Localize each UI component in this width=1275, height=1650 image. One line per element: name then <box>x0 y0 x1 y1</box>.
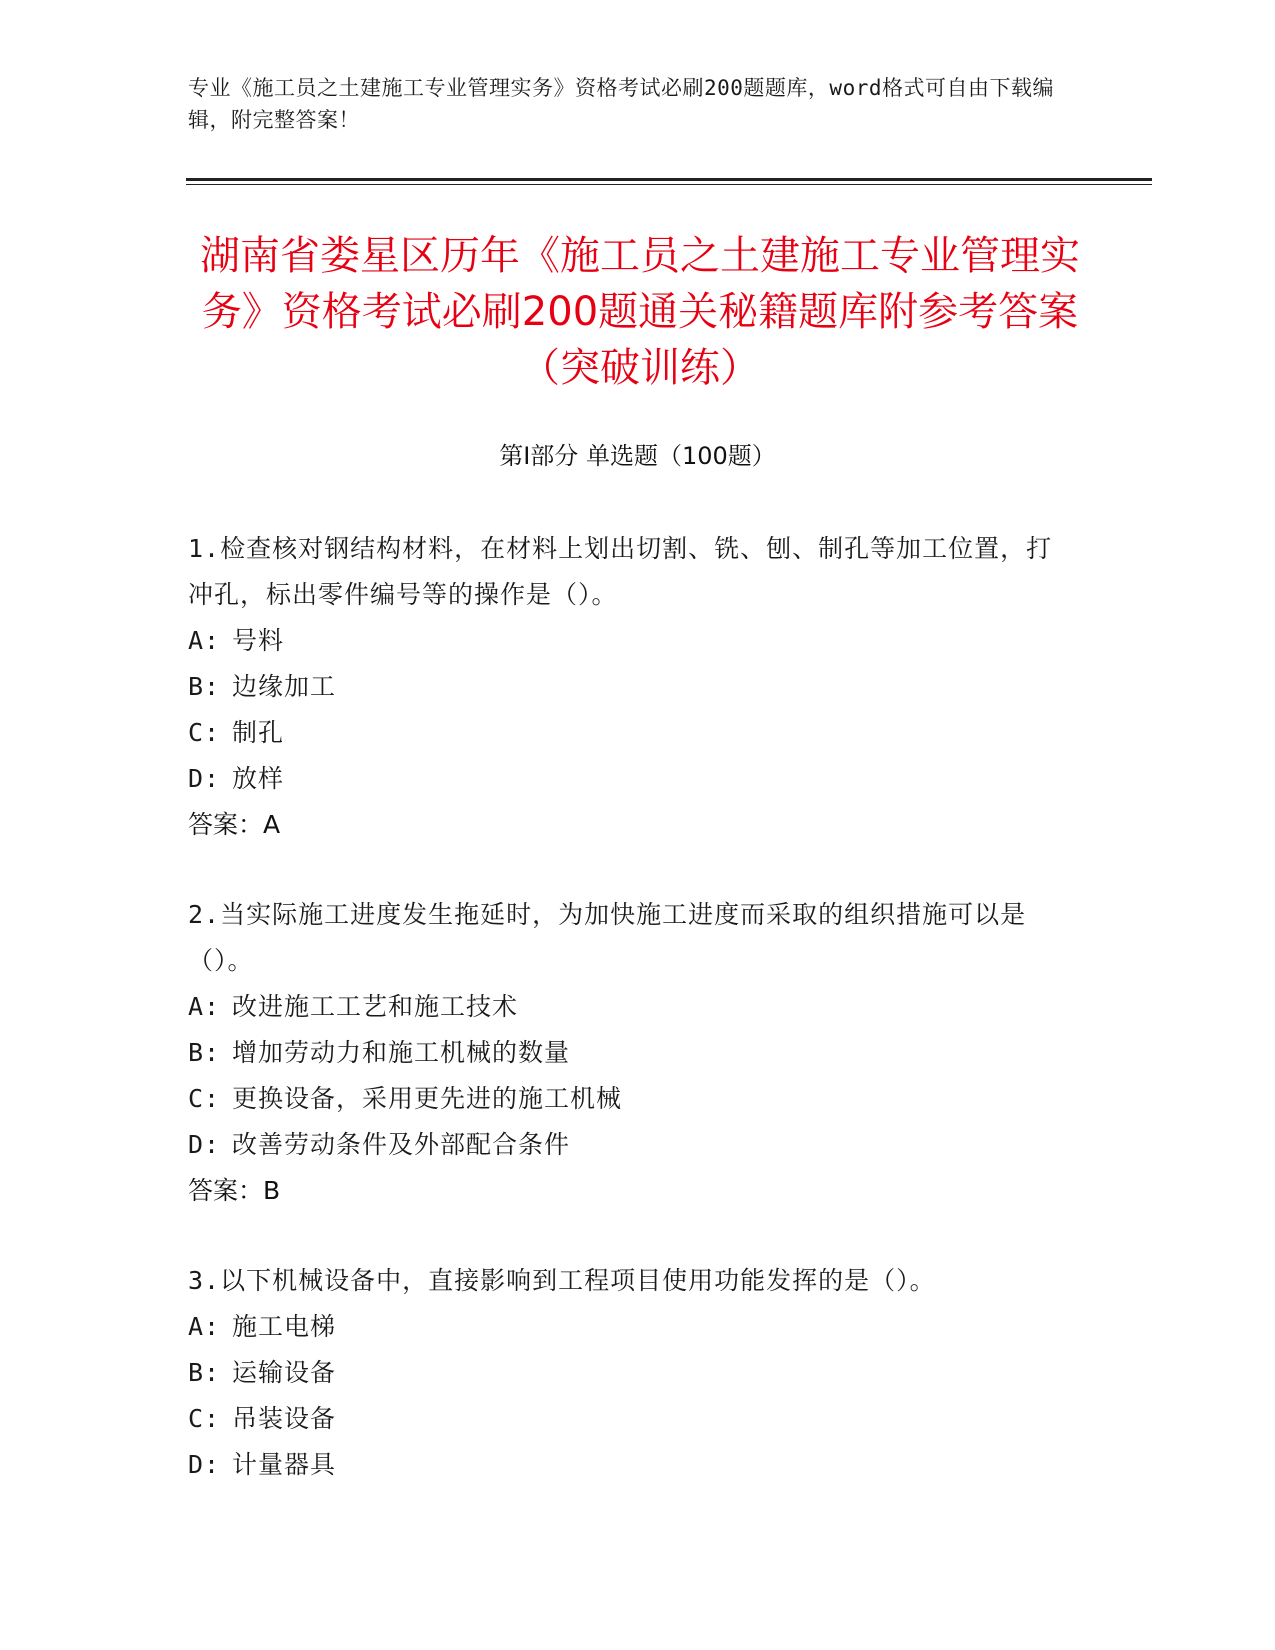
document-title: 湖南省娄星区历年《施工员之土建施工专业管理实务》资格考试必刷200题通关秘籍题库附参考答案（突破训练） <box>200 233 1080 391</box>
option-letter: D: <box>188 1450 221 1479</box>
header-note: 专业《施工员之土建施工专业管理实务》资格考试必刷200题题库，word格式可自由下载编辑，附完整答案！ <box>188 76 1054 132</box>
option-text: 改进施工工艺和施工技术 <box>232 992 519 1021</box>
question-item <box>188 526 1068 848</box>
option-text: 运输设备 <box>232 1358 337 1387</box>
option-b <box>188 1350 1068 1396</box>
option-b <box>188 664 1068 710</box>
option-letter: D: <box>188 1130 221 1159</box>
question-stem: 1.检查核对钢结构材料，在材料上划出切割、铣、刨、制孔等加工位置，打冲孔，标出零件编号等的操作是（）。 <box>188 534 1053 609</box>
option-letter: B: <box>188 1358 221 1387</box>
question-stem: 2.当实际施工进度发生拖延时，为加快施工进度而采取的组织措施可以是（）。 <box>188 900 1027 975</box>
option-c <box>188 710 1068 756</box>
section-title: 第Ⅰ部分 单选题（100题） <box>499 442 776 470</box>
option-letter: A: <box>188 992 221 1021</box>
question-item <box>188 892 1068 1214</box>
option-text: 吊装设备 <box>232 1404 337 1433</box>
option-c <box>188 1396 1068 1442</box>
option-d <box>188 1122 1068 1168</box>
option-text: 改善劳动条件及外部配合条件 <box>232 1130 571 1159</box>
option-a <box>188 984 1068 1030</box>
option-d <box>188 1442 1068 1488</box>
option-a <box>188 1304 1068 1350</box>
answer-line: 答案：A <box>188 810 281 839</box>
option-letter: C: <box>188 1404 221 1433</box>
header-divider-thin <box>186 184 1152 185</box>
option-letter: C: <box>188 1084 221 1113</box>
option-letter: C: <box>188 718 221 747</box>
option-letter: B: <box>188 672 221 701</box>
question-stem: 3.以下机械设备中，直接影响到工程项目使用功能发挥的是（）。 <box>188 1266 936 1295</box>
option-d <box>188 756 1068 802</box>
option-text: 计量器具 <box>232 1450 337 1479</box>
option-text: 边缘加工 <box>232 672 337 701</box>
option-letter: D: <box>188 764 221 793</box>
option-text: 放样 <box>232 764 285 793</box>
option-letter: A: <box>188 1312 221 1341</box>
option-b <box>188 1030 1068 1076</box>
answer-line: 答案：B <box>188 1176 281 1205</box>
option-c <box>188 1076 1068 1122</box>
option-letter: B: <box>188 1038 221 1067</box>
option-letter: A: <box>188 626 221 655</box>
option-text: 制孔 <box>232 718 285 747</box>
header-divider-thick <box>186 178 1152 181</box>
question-list <box>188 526 1068 1532</box>
option-text: 增加劳动力和施工机械的数量 <box>232 1038 571 1067</box>
option-text: 号料 <box>232 626 285 655</box>
option-a <box>188 618 1068 664</box>
option-text: 更换设备，采用更先进的施工机械 <box>232 1084 623 1113</box>
option-text: 施工电梯 <box>232 1312 337 1341</box>
question-item <box>188 1258 1068 1488</box>
